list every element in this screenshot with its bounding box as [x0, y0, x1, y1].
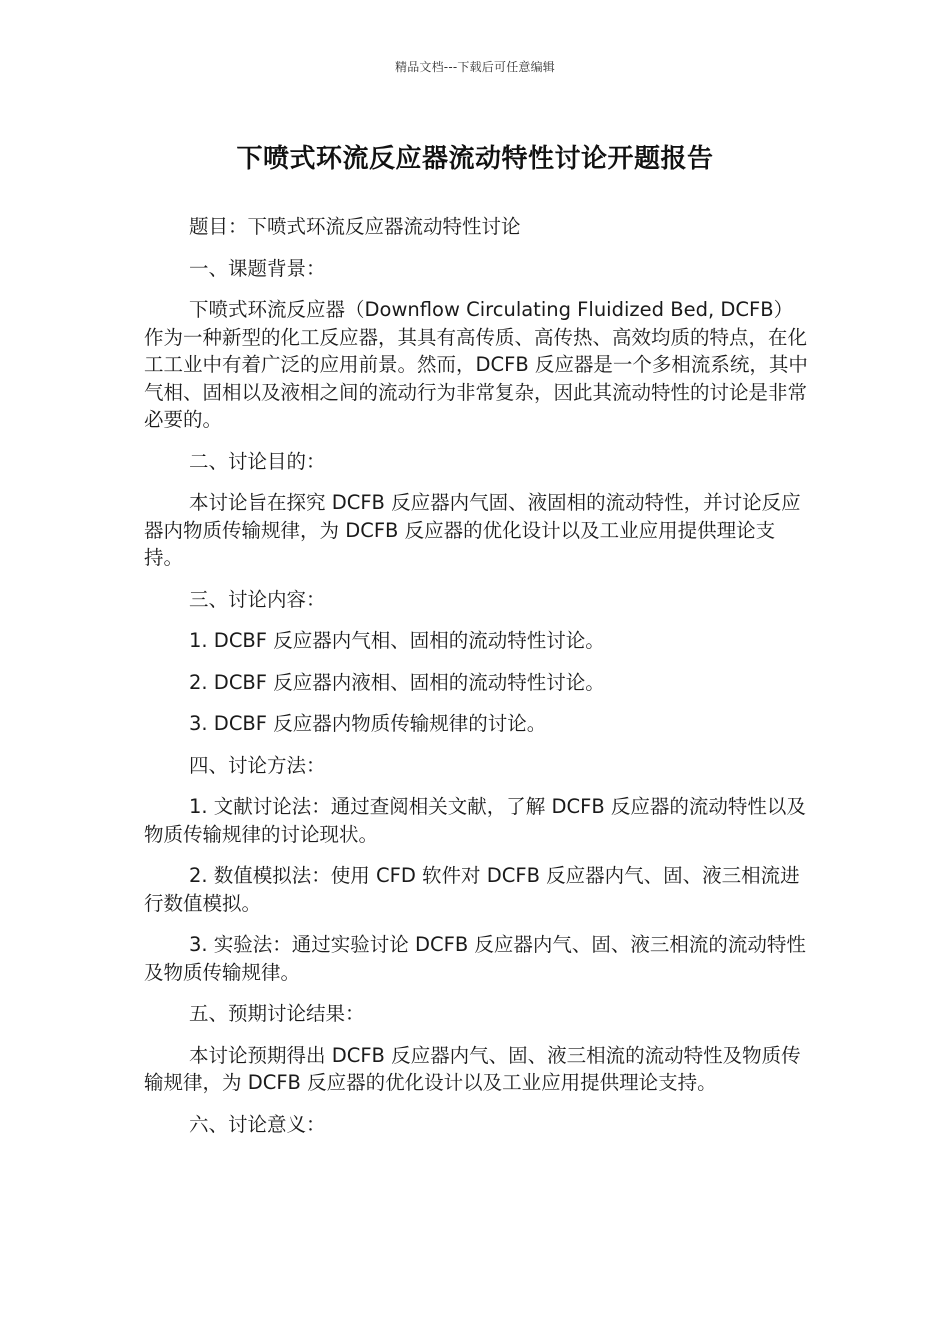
section-heading-significance: 六、讨论意义：: [189, 1112, 326, 1136]
paragraph-expected-results: 本讨论预期得出 DCFB 反应器内气、固、液三相流的流动特性及物质传输规律，为 DCFB 反应器的优化设计以及工业应用提供理论支持。: [144, 1043, 801, 1094]
list-item-content-2: 2. DCBF 反应器内液相、固相的流动特性讨论。: [189, 670, 605, 694]
section-heading-expected-results: 五、预期讨论结果：: [189, 1002, 365, 1025]
page-header: 精品文档---下载后可任意编辑: [395, 60, 555, 74]
paragraph-topic: 题目：下喷式环流反应器流动特性讨论: [189, 215, 521, 238]
paragraph-background: 下喷式环流反应器（Downflow Circulating Fluidized Bed, DCFB）作为一种新型的化工反应器，其具有高传质、高传热、高效均质的特点，在化工工业中有着广泛的应用前景。然而，DCFB 反应器是一个多相流系统，其中气相、固相以及液相之间的流动行为非常复杂，因此其流动特性的讨论是非常必要的。: [144, 298, 808, 431]
list-item-content-3: 3. DCBF 反应器内物质传输规律的讨论。: [189, 712, 547, 735]
list-item-method-3: 3. 实验法：通过实验讨论 DCFB 反应器内气、固、液三相流的流动特性及物质传输规律。: [144, 933, 806, 984]
section-heading-content: 三、讨论内容：: [189, 587, 326, 611]
section-heading-background: 一、课题背景：: [189, 256, 326, 280]
document-title: 下喷式环流反应器流动特性讨论开题报告: [236, 144, 714, 174]
list-item-method-1: 1. 文献讨论法：通过查阅相关文献，了解 DCFB 反应器的流动特性以及物质传输规律的讨论现状。: [144, 795, 806, 846]
list-item-method-2: 2. 数值模拟法：使用 CFD 软件对 DCFB 反应器内气、固、液三相流进行数值模拟。: [144, 864, 800, 915]
paragraph-purpose: 本讨论旨在探究 DCFB 反应器内气固、液固相的流动特性，并讨论反应器内物质传输规律，为 DCFB 反应器的优化设计以及工业应用提供理论支持。: [144, 491, 801, 569]
list-item-content-1: 1. DCBF 反应器内气相、固相的流动特性讨论。: [189, 629, 605, 652]
document-body: [144, 213, 809, 1152]
section-heading-purpose: 二、讨论目的：: [189, 449, 326, 473]
section-heading-methods: 四、讨论方法：: [189, 753, 326, 777]
